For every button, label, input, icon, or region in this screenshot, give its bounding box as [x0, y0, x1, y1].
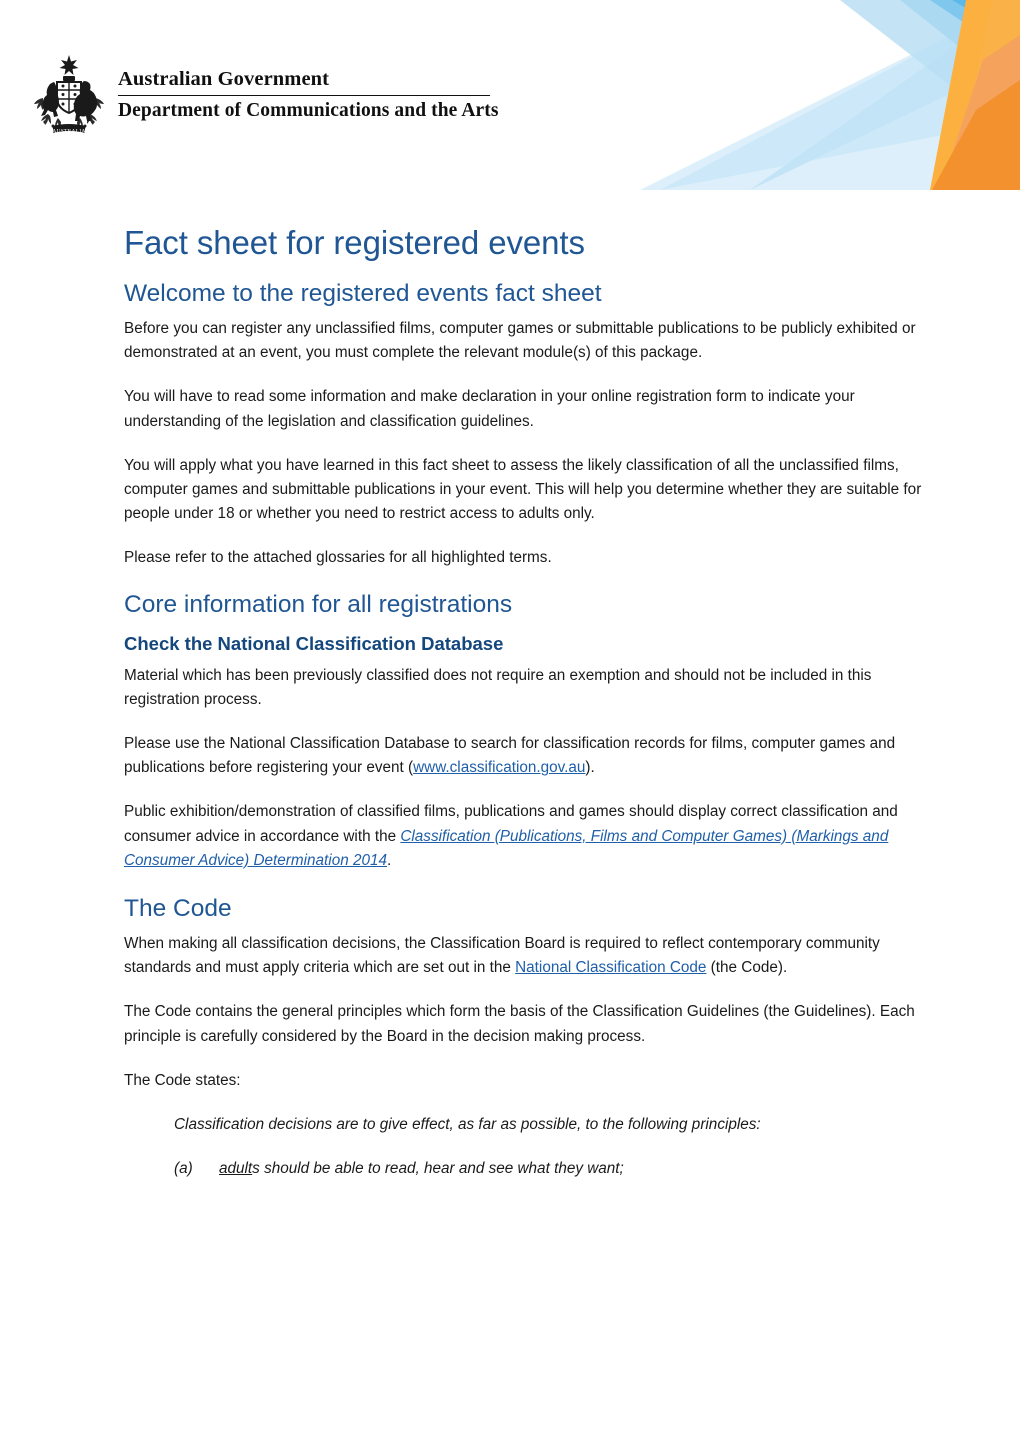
clause-a [124, 1157, 924, 1181]
link-markings-determination-2014[interactable]: Classification (Publications, Films and Computer Games) (Markings and Consumer Advice) Determination 2014 [124, 827, 889, 869]
paragraph-read-and-declare: You will have to read some information and make declaration in your online registration form to indicate your understanding of the legislation and classification guidelines. [124, 388, 855, 430]
paragraph-public-exhibition-text-before: Public exhibition/demonstration of classified films, publications and games should display correct classification and consumer advice in accordance with the [124, 803, 898, 845]
australian-government-logo [30, 52, 499, 136]
paragraph-apply-what-you-learned: You will apply what you have learned in this fact sheet to assess the likely classification of all the unclassified films, computer games and submittable publications in your event. This will help you determine whether they are suitable for people under 18 or whether you need to restrict access to adults only. [124, 456, 922, 523]
glossary-term-adult: adult [219, 1160, 253, 1178]
paragraph-public-exhibition-text-after: . [387, 851, 392, 869]
section-heading-welcome: Welcome to the registered events fact sheet [124, 280, 602, 307]
paragraph-code-states: The Code states: [124, 1071, 241, 1089]
government-wordmark [118, 65, 499, 123]
paragraph-general-principles: The Code contains the general principles which form the basis of the Classification Guidelines (the Guidelines). Each principle is carefully considered by the Board in the decision making process. [124, 1003, 915, 1045]
paragraph-code-text-after: (the Code). [706, 959, 788, 977]
section-heading-core-information: Core information for all registrations [124, 590, 513, 618]
clause-a-text: s should be able to read, hear and see what they want; [252, 1160, 624, 1178]
svg-text:AUSTRALIA: AUSTRALIA [52, 128, 86, 135]
page-header [0, 0, 1020, 195]
link-national-classification-code[interactable]: National Classification Code [515, 959, 707, 977]
paragraph-previously-classified: Material which has been previously classified does not require an exemption and should not be included in this registration process. [124, 666, 872, 708]
section-heading-the-code: The Code [124, 895, 232, 923]
paragraph-use-ncd [124, 732, 924, 780]
paragraph-glossaries: Please refer to the attached glossaries for all highlighted terms. [124, 549, 552, 567]
wordmark-australian-government: Australian Government [118, 68, 330, 90]
link-classification-website[interactable]: www.classification.gov.au [413, 759, 586, 777]
clause-a-label: (a) [174, 1160, 193, 1178]
paragraph-public-exhibition [124, 800, 924, 873]
paragraph-use-ncd-text-after: ). [585, 759, 595, 777]
header-decorative-graphic [600, 0, 1020, 190]
wordmark-divider [118, 95, 490, 96]
subheading-check-ncd: Check the National Classification Database [124, 632, 504, 654]
paragraph-use-ncd-text-before: Please use the National Classification Database to search for classification records for films, computer games and publications before registering your event ( [124, 735, 896, 777]
document-body [124, 222, 924, 1181]
clause-a-body [219, 1157, 624, 1181]
quote-classification-principles: Classification decisions are to give effect, as far as possible, to the following principles: [174, 1116, 761, 1134]
paragraph-before-you-register: Before you can register any unclassified films, computer games or submittable publications to be publicly exhibited or demonstrated at an event, you must complete the relevant module(s) of this package. [124, 320, 916, 362]
wordmark-department: Department of Communications and the Arts [118, 100, 499, 121]
paragraph-code-text-before: When making all classification decisions, the Classification Board is required to reflect contemporary community standards and must apply criteria which are set out in the [124, 935, 880, 977]
commonwealth-coat-of-arms-icon [30, 52, 108, 136]
paragraph-classification-decisions [124, 932, 924, 980]
page-title: Fact sheet for registered events [124, 224, 585, 261]
